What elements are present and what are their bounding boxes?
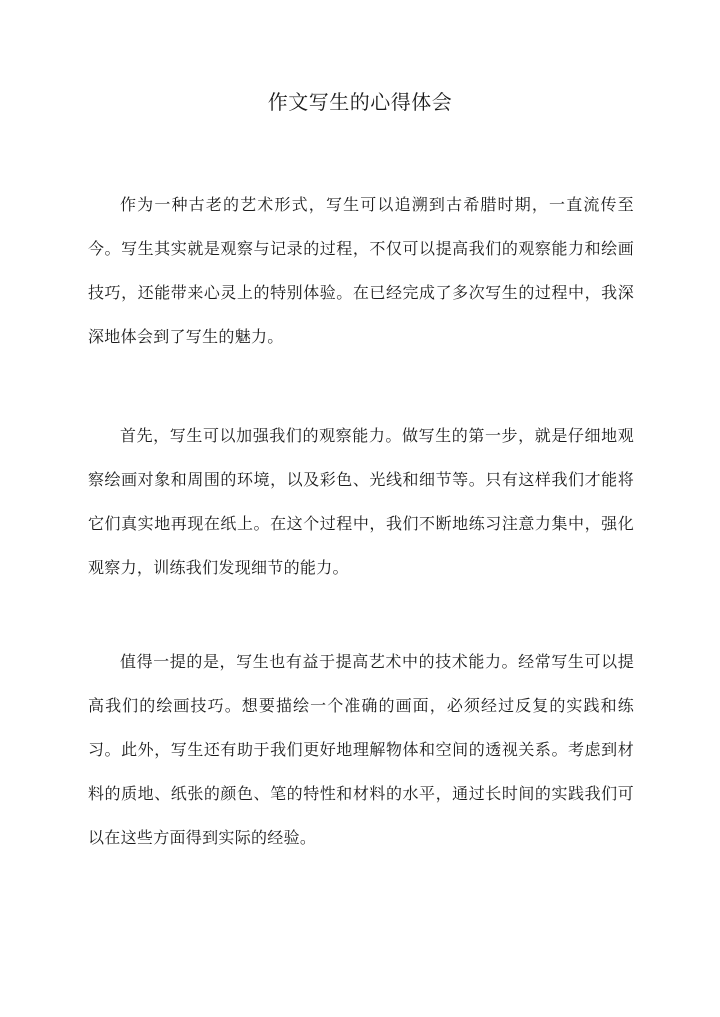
document-title: 作文写生的心得体会 (267, 90, 453, 114)
paragraph-technique: 值得一提的是，写生也有益于提高艺术中的技术能力。经常写生可以提高我们的绘画技巧。想要描绘一个准确的画面，必须经过反复的实践和练习。此外，写生还有助于我们更好地理解物体和空间的透视关系。考虑到材料的质地、纸张的颜色、笔的特性和材料的水平，通过长时间的实践我们可以在这些方面得到实际的经验。 (88, 652, 634, 847)
paragraph-intro: 作为一种古老的艺术形式，写生可以追溯到古希腊时期，一直流传至今。写生其实就是观察与记录的过程，不仅可以提高我们的观察能力和绘画技巧，还能带来心灵上的特别体验。在已经完成了多次写生的过程中，我深深地体会到了写生的魅力。 (88, 195, 634, 346)
paragraph-observation: 首先，写生可以加强我们的观察能力。做写生的第一步，就是仔细地观察绘画对象和周围的环境，以及彩色、光线和细节等。只有这样我们才能将它们真实地再现在纸上。在这个过程中，我们不断地练习注意力集中，强化观察力，训练我们发现细节的能力。 (88, 426, 634, 577)
